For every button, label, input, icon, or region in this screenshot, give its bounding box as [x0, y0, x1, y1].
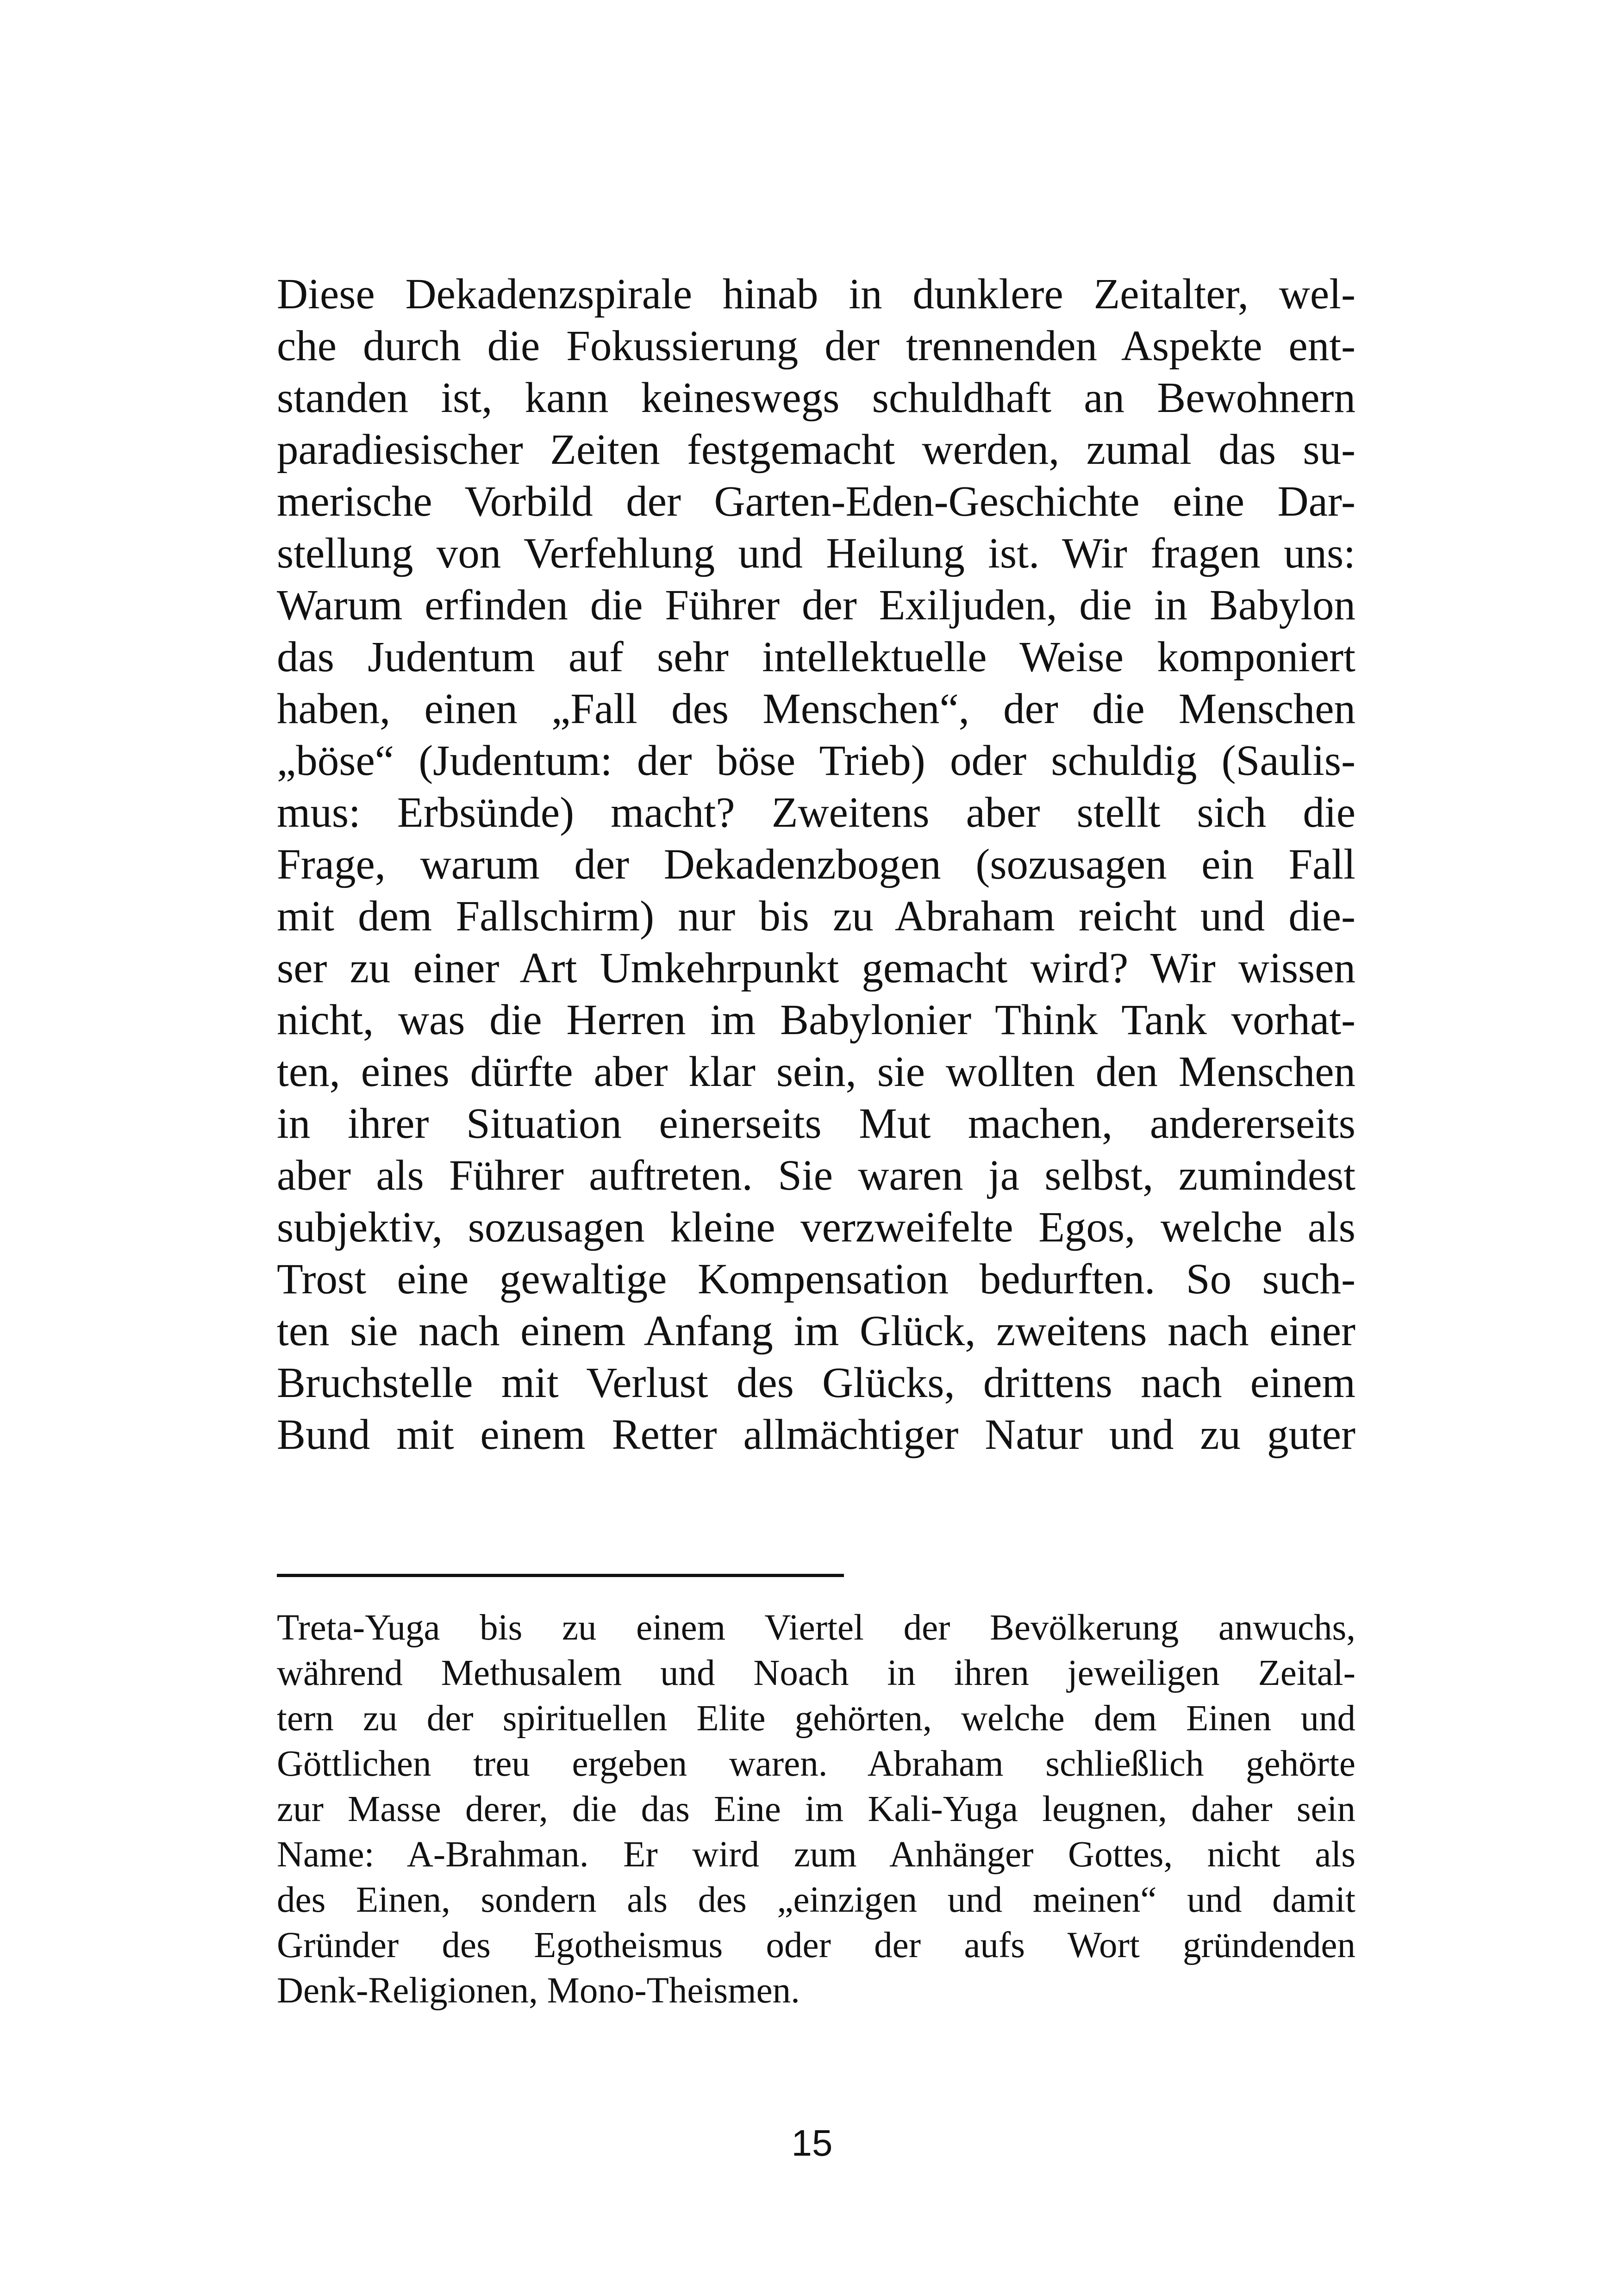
body-line: Bruchstelle mit Verlust des Glücks, drittens nach einem	[277, 1359, 1355, 1407]
body-line: stellung von Verfehlung und Heilung ist. Wir fragen uns:	[277, 530, 1355, 577]
body-line: subjektiv, sozusagen kleine verzweifelte Egos, welche als	[277, 1204, 1355, 1251]
body-line: mit dem Fallschirm) nur bis zu Abraham reicht und die-	[277, 892, 1355, 940]
body-line: aber als Führer auftreten. Sie waren ja selbst, zumindest	[277, 1152, 1355, 1199]
body-line: Bund mit einem Retter allmächtiger Natur und zu guter	[277, 1411, 1355, 1459]
body-line: standen ist, kann keineswegs schuldhaft an Bewohnern	[277, 374, 1355, 422]
body-line: paradiesischer Zeiten festgemacht werden, zumal das su-	[277, 426, 1355, 474]
body-line: ten, eines dürfte aber klar sein, sie wollten den Menschen	[277, 1048, 1355, 1096]
footnote-line: tern zu der spirituellen Elite gehörten, welche dem Einen und	[277, 1698, 1355, 1739]
body-line: Trost eine gewaltige Kompensation bedurften. So such-	[277, 1255, 1355, 1303]
footnote-separator	[277, 1574, 844, 1577]
footnote-line: des Einen, sondern als des „einzigen und meinen“ und damit	[277, 1880, 1355, 1920]
footnote	[277, 1605, 1355, 2014]
page-number: 15	[791, 2122, 833, 2164]
body-line: che durch die Fokussierung der trennenden Aspekte ent-	[277, 322, 1355, 370]
body-line: in ihrer Situation einerseits Mut machen, andererseits	[277, 1100, 1355, 1148]
body-line: merische Vorbild der Garten-Eden-Geschichte eine Dar-	[277, 478, 1355, 525]
body-line: Diese Dekadenzspirale hinab in dunklere Zeitalter, wel-	[277, 270, 1355, 318]
body-line: „böse“ (Judentum: der böse Trieb) oder schuldig (Saulis-	[277, 737, 1355, 785]
body-line: mus: Erbsünde) macht? Zweitens aber stellt sich die	[277, 789, 1355, 836]
body-line: Frage, warum der Dekadenzbogen (sozusagen ein Fall	[277, 841, 1355, 888]
footnote-line: Gründer des Egotheismus oder der aufs Wort gründenden	[277, 1925, 1355, 1965]
body-line: das Judentum auf sehr intellektuelle Weise komponiert	[277, 633, 1355, 681]
body-line: ser zu einer Art Umkehrpunkt gemacht wird? Wir wissen	[277, 944, 1355, 992]
body-line: Warum erfinden die Führer der Exiljuden, die in Babylon	[277, 581, 1355, 629]
footnote-line: während Methusalem und Noach in ihren jeweiligen Zeital-	[277, 1653, 1355, 1693]
footnote-line: Name: A-Brahman. Er wird zum Anhänger Gottes, nicht als	[277, 1834, 1355, 1875]
footnote-line: Treta-Yuga bis zu einem Viertel der Bevölkerung anwuchs,	[277, 1608, 1355, 1648]
body-line: nicht, was die Herren im Babylonier Think Tank vorhat-	[277, 996, 1355, 1044]
body-line: ten sie nach einem Anfang im Glück, zweitens nach einer	[277, 1307, 1355, 1355]
footnote-line: Göttlichen treu ergeben waren. Abraham schließlich gehörte	[277, 1744, 1355, 1784]
body-line: haben, einen „Fall des Menschen“, der die Menschen	[277, 685, 1355, 733]
footnote-line: Denk-Religionen, Mono-Theismen.	[277, 1971, 800, 2011]
body-paragraph	[277, 268, 1355, 1461]
footnote-line: zur Masse derer, die das Eine im Kali-Yuga leugnen, daher sein	[277, 1789, 1355, 1829]
